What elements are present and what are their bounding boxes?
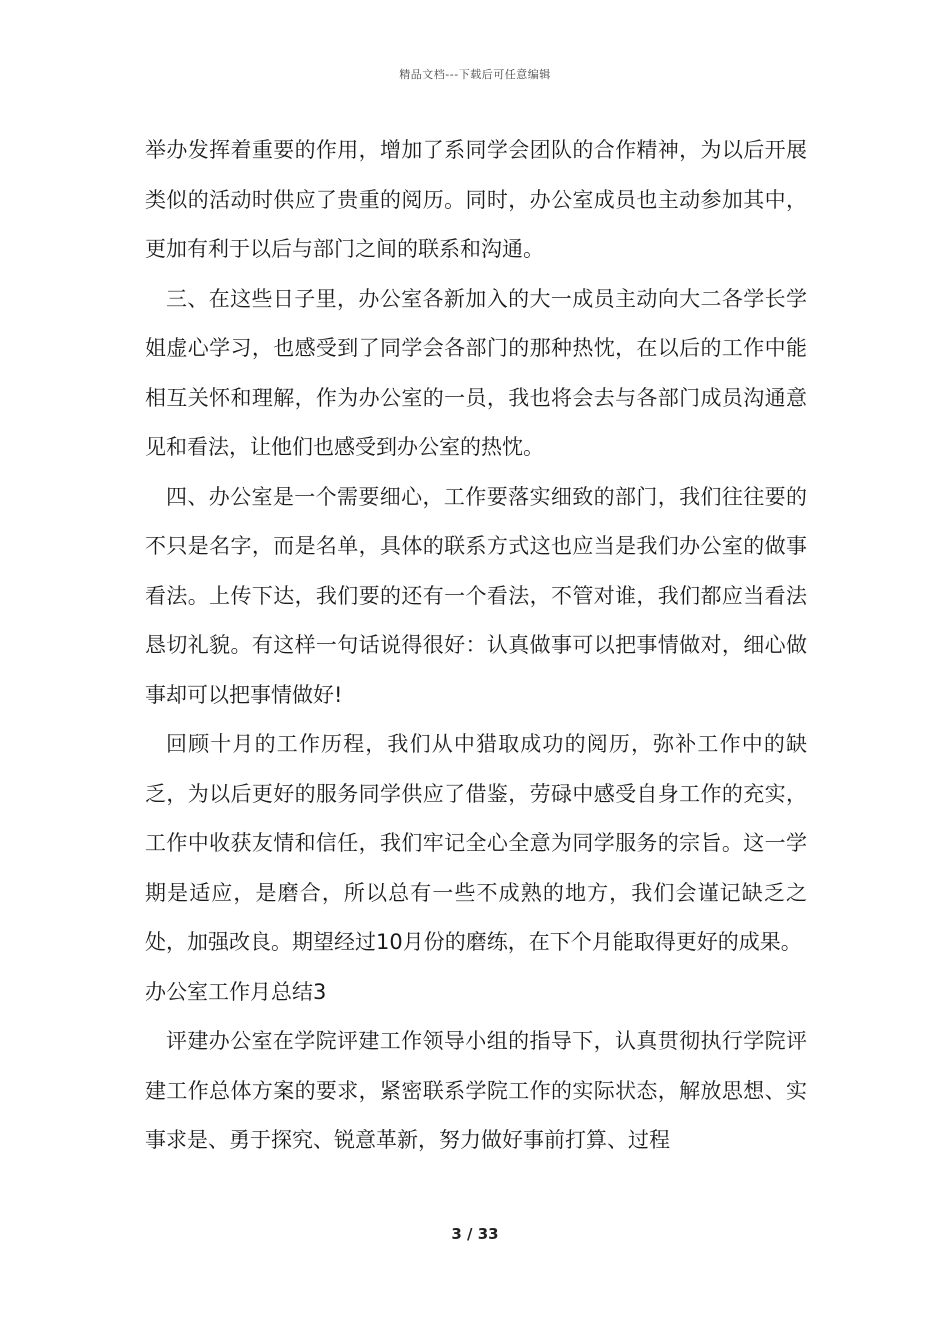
page-header: 精品文档---下载后可任意编辑: [399, 68, 551, 81]
paragraph-item-three: 三、在这些日子里，办公室各新加入的大一成员主动向大二各学长学姐虚心学习，也感受到了同学会各部门的那种热忱，在以后的工作中能相互关怀和理解，作为办公室的一员，我也将会去与各部门成员沟通意见和看法，让他们也感受到办公室的热忱。: [145, 286, 807, 459]
section-heading: 办公室工作月总结3: [145, 979, 327, 1004]
paragraph-continuation: 举办发挥着重要的作用，增加了系同学会团队的合作精神，为以后开展类似的活动时供应了贵重的阅历。同时，办公室成员也主动参加其中，更加有利于以后与部门之间的联系和沟通。: [145, 138, 807, 261]
paragraph-review: 回顾十月的工作历程，我们从中猎取成功的阅历，弥补工作中的缺乏，为以后更好的服务同学供应了借鉴，劳碌中感受自身工作的充实，工作中收获友情和信任，我们牢记全心全意为同学服务的宗旨。这一学期是适应，是磨合，所以总有一些不成熟的地方，我们会谨记缺乏之处，加强改良。期望经过10月份的磨练，在下个月能取得更好的成果。: [145, 732, 807, 954]
document-body: [145, 126, 807, 1166]
paragraph-item-four: 四、办公室是一个需要细心，工作要落实细致的部门，我们往往要的不只是名字，而是名单，具体的联系方式这也应当是我们办公室的做事看法。上传下达，我们要的还有一个看法，不管对谁，我们都应当看法恳切礼貌。有这样一句话说得很好：认真做事可以把事情做对，细心做事却可以把事情做好!: [145, 484, 807, 707]
page-number: 3 / 33: [451, 1225, 499, 1243]
paragraph-section-intro: 评建办公室在学院评建工作领导小组的指导下，认真贯彻执行学院评建工作总体方案的要求，紧密联系学院工作的实际状态，解放思想、实事求是、勇于探究、锐意革新，努力做好事前打算、过程: [145, 1029, 807, 1152]
